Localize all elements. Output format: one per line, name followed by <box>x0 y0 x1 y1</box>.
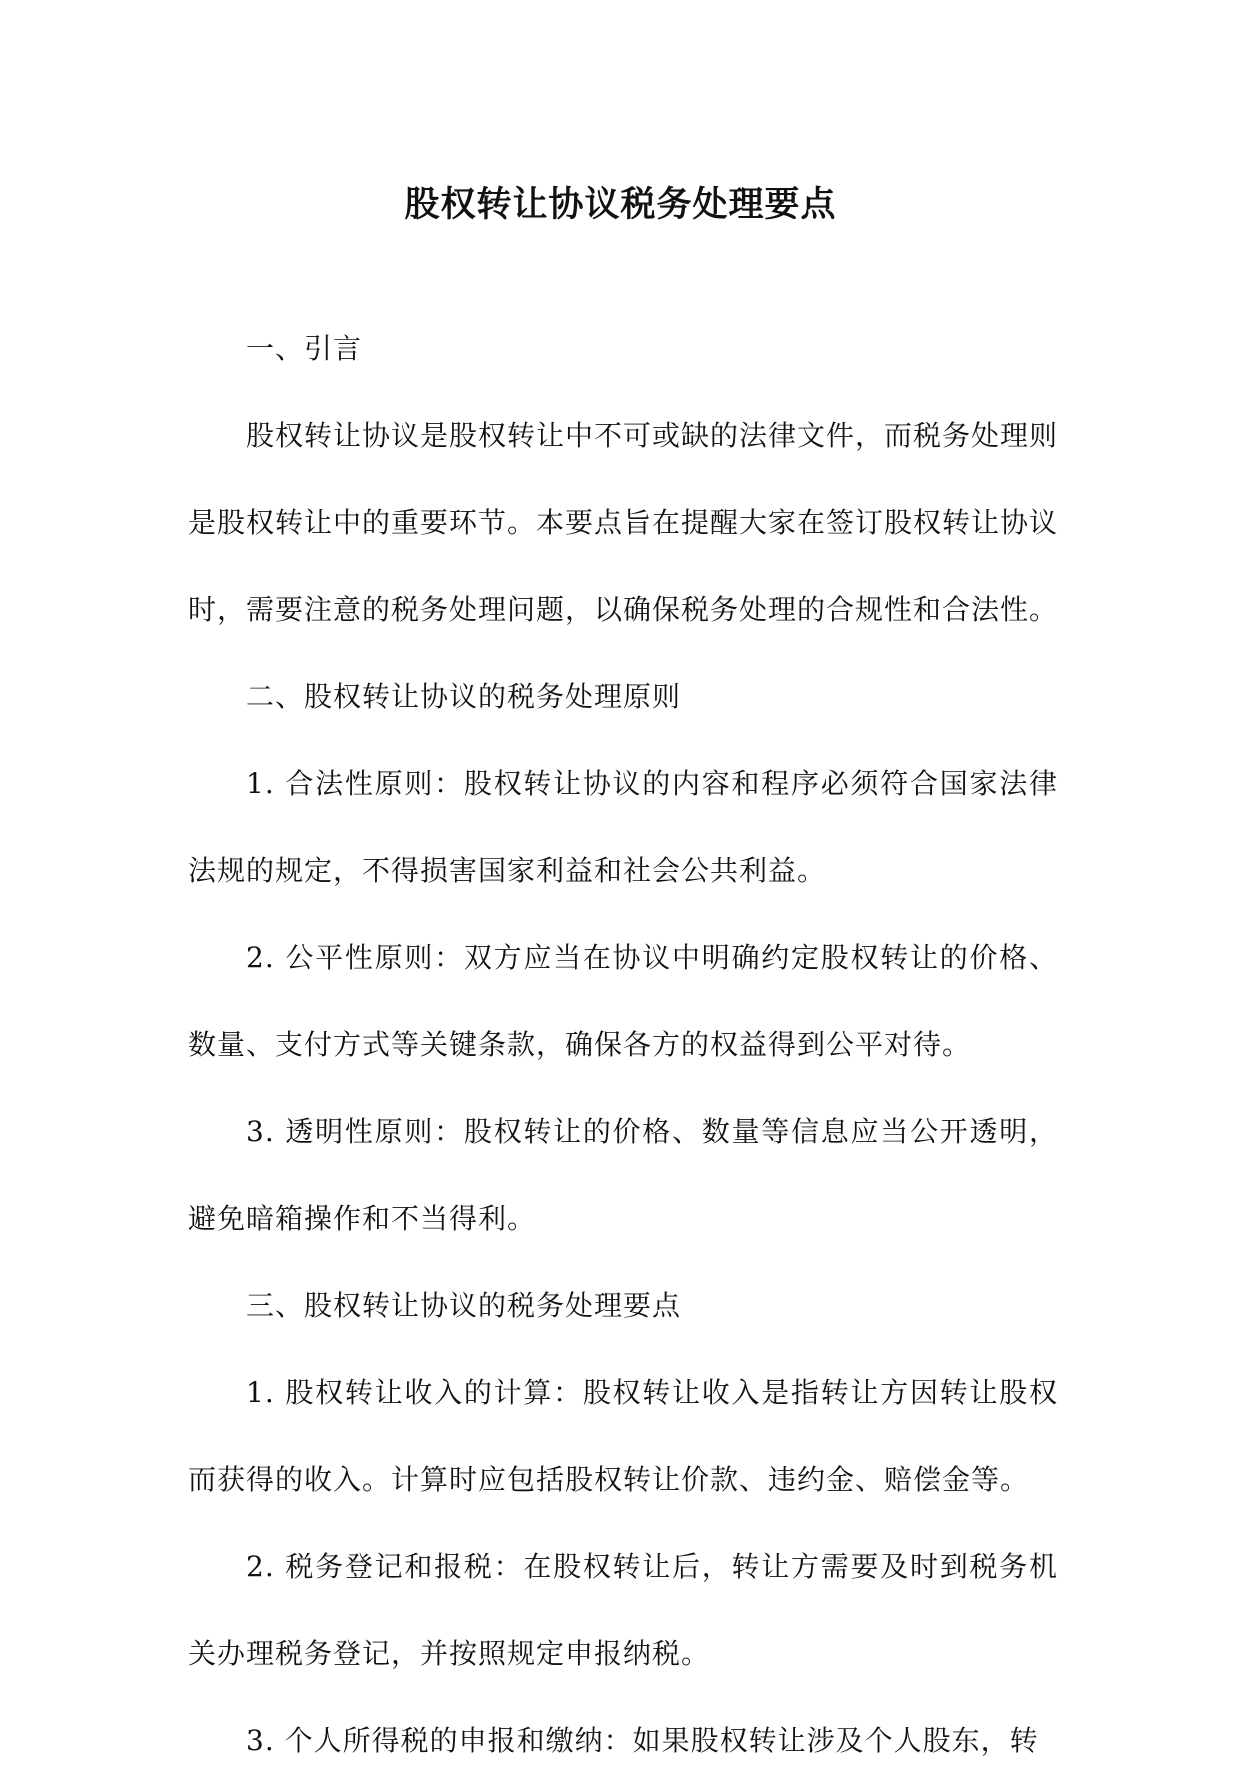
section-heading-intro: 一、引言 <box>246 332 363 365</box>
paragraph-key-income: 1. 股权转让收入的计算：股权转让收入是指转让方因转让股权而获得的收入。计算时应包括股权转让价款、违约金、赔偿金等。 <box>188 1376 1058 1496</box>
paragraph-principle-legality: 1. 合法性原则：股权转让协议的内容和程序必须符合国家法律法规的规定，不得损害国家利益和社会公共利益。 <box>188 767 1058 887</box>
paragraph-principle-fairness: 2. 公平性原则：双方应当在协议中明确约定股权转让的价格、数量、支付方式等关键条款，确保各方的权益得到公平对待。 <box>188 941 1058 1061</box>
section-heading-principles: 二、股权转让协议的税务处理原则 <box>246 680 682 713</box>
document-body <box>188 305 1058 1784</box>
paragraph-key-registration: 2. 税务登记和报税：在股权转让后，转让方需要及时到税务机关办理税务登记，并按照规定申报纳税。 <box>188 1550 1058 1670</box>
paragraph-principle-transparency: 3. 透明性原则：股权转让的价格、数量等信息应当公开透明，避免暗箱操作和不当得利。 <box>188 1115 1058 1235</box>
paragraph-key-personal-tax: 3. 个人所得税的申报和缴纳：如果股权转让涉及个人股东，转 <box>246 1724 1039 1757</box>
document-title: 股权转让协议税务处理要点 <box>404 184 837 225</box>
section-heading-key-points: 三、股权转让协议的税务处理要点 <box>246 1289 682 1322</box>
paragraph-intro: 股权转让协议是股权转让中不可或缺的法律文件，而税务处理则是股权转让中的重要环节。本要点旨在提醒大家在签订股权转让协议时，需要注意的税务处理问题，以确保税务处理的合规性和合法性。 <box>188 419 1059 626</box>
